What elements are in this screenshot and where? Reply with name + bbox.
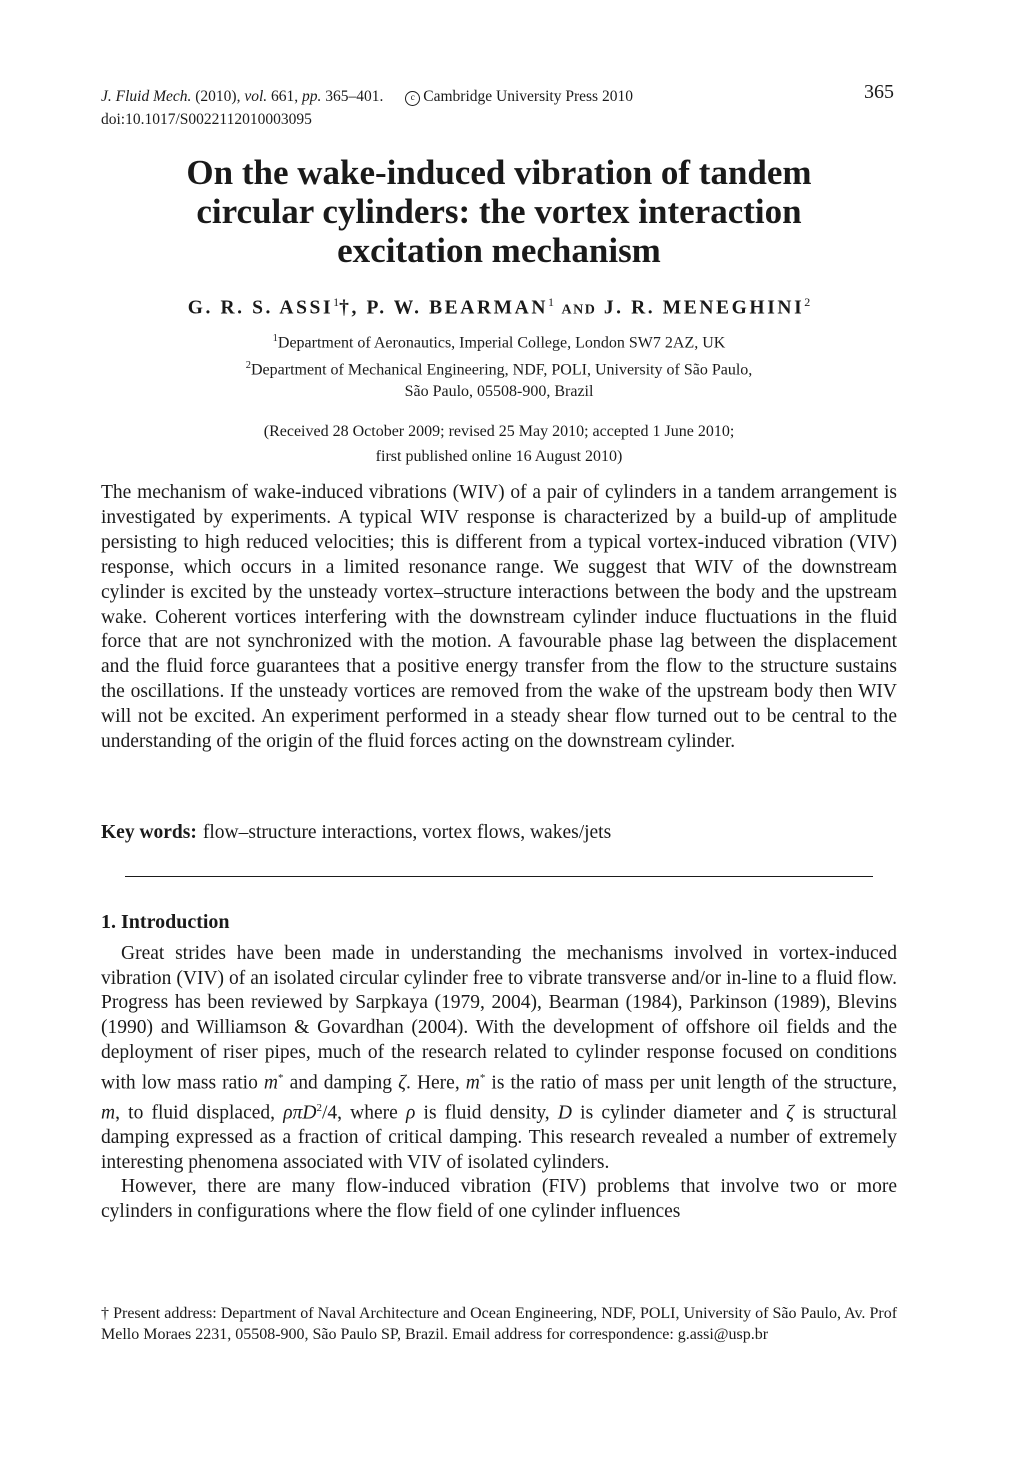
author-meneghini: J. R. MENEGHINI: [603, 297, 805, 319]
author-assi-affil: 1: [333, 295, 340, 309]
keywords-label: Key words:: [101, 822, 197, 843]
page-range: 365–401.: [325, 88, 384, 105]
abstract: The mechanism of wake-induced vibrations (WIV) of a pair of cylinders in a tandem arrangement is investigated by experiments. A typical WIV response is characterized by a build-up of amplitude persisting to high reduced velocities; this is different from a typical vortex-induced vibration (VIV) response, which occurs in a limited resonance range. We suggest that WIV of the downstream cylinder is excited by the unsteady vortex–structure interactions between the body and the upstream wake. Coherent vortices interfering with the downstream cylinder induce fluctuations in the fluid force that are not synchronized with the motion. A favourable phase lag between the displacement and the fluid force guarantees that a positive energy transfer from the flow to the structure sustains the oscillations. If the unsteady vortices are removed from the wake of the upstream body then WIV will not be excited. An experiment performed in a steady shear flow turned out to be central to the understanding of the origin of the fluid forces acting on the downstream cylinder.: [101, 482, 897, 753]
affiliation-1-text: Department of Aeronautics, Imperial College, London SW7 2AZ, UK: [277, 334, 726, 352]
affiliation-1: [100, 328, 898, 354]
citation-line: [101, 85, 633, 108]
copyright-text: Cambridge University Press 2010: [423, 88, 633, 105]
received-dates: [100, 419, 898, 469]
keywords-text: flow–structure interactions, vortex flows, wakes/jets: [202, 822, 612, 843]
affiliation-2-number: 2: [245, 360, 251, 371]
author-bearman-affil: 1: [548, 295, 555, 309]
author-conjunction: AND: [561, 302, 597, 318]
copyright-icon: c: [405, 91, 420, 106]
copyright: [405, 88, 633, 105]
pages-label: pp.: [302, 88, 322, 105]
affiliation-2-line-1: Department of Mechanical Engineering, NDF, POLI, University of São Paulo,: [250, 361, 753, 379]
title-line-2: circular cylinders: the vortex interaction: [196, 192, 802, 231]
author-assi-mark: †,: [339, 297, 359, 319]
paper-title: [120, 153, 878, 270]
title-line-1: On the wake-induced vibration of tandem: [186, 153, 812, 192]
running-header: [101, 85, 633, 131]
received-line-1: (Received 28 October 2009; revised 25 May 2010; accepted 1 June 2010;: [263, 423, 735, 440]
author-meneghini-affil: 2: [804, 295, 811, 309]
received-line-2: first published online 16 August 2010): [375, 448, 623, 465]
doi: doi:10.1017/S0022112010003095: [101, 111, 312, 128]
footnote-text: Present address: Department of Naval Architecture and Ocean Engineering, NDF, POLI, University of São Paulo, Av. Prof Mello Moraes 2231, 05508-900, São Paulo SP, Brazil. Email address for correspondence: g.assi@usp.br: [101, 1305, 898, 1343]
affiliation-2: [100, 355, 898, 403]
page-number: 365: [864, 81, 894, 103]
introduction-body: [101, 942, 897, 1225]
section-heading: 1. Introduction: [101, 911, 230, 933]
affiliation-1-number: 1: [272, 333, 278, 344]
volume-label: vol.: [244, 88, 268, 105]
footnote-mark: †: [101, 1305, 110, 1322]
journal-year: (2010),: [195, 88, 241, 105]
volume-number: 661,: [271, 88, 299, 105]
title-line-3: excitation mechanism: [337, 231, 661, 270]
paragraph-1: Great strides have been made in understanding the mechanisms involved in vortex-induced vibration (VIV) of an isolated circular cylinder free to vibrate transverse and/or in-line to a fluid flow. Progress has been reviewed by Sarpkaya (1979, 2004), Bearman (1984), Parkinson (1989), Blevins (1990) and Williamson & Govardhan (2004). With the development of offshore oil fields and the deployment of riser pipes, much of the research related to cylinder response focused on conditions with low mass ratio m* and damping ζ. Here, m* is the ratio of mass per unit length of the structure, m, to fluid displaced, ρπD$^2$/4, where ρ is fluid density, D is cylinder diameter and ζ is structural damping expressed as a fraction of critical damping. This research revealed a number of extremely interesting phenomena associated with VIV of isolated cylinders.: [101, 943, 898, 1173]
author-assi: G. R. S. ASSI: [187, 297, 334, 319]
journal-name: J. Fluid Mech.: [101, 88, 192, 105]
paragraph-2: However, there are many flow-induced vibration (FIV) problems that involve two or more cylinders in configurations where the flow field of one cylinder influences: [101, 1176, 897, 1223]
footnote: [101, 1303, 897, 1345]
author-bearman: P. W. BEARMAN: [366, 297, 549, 319]
affiliation-2-line-2: São Paulo, 05508-900, Brazil: [404, 383, 594, 401]
divider: [125, 876, 873, 877]
author-list: [100, 295, 898, 320]
keywords: [101, 822, 611, 844]
